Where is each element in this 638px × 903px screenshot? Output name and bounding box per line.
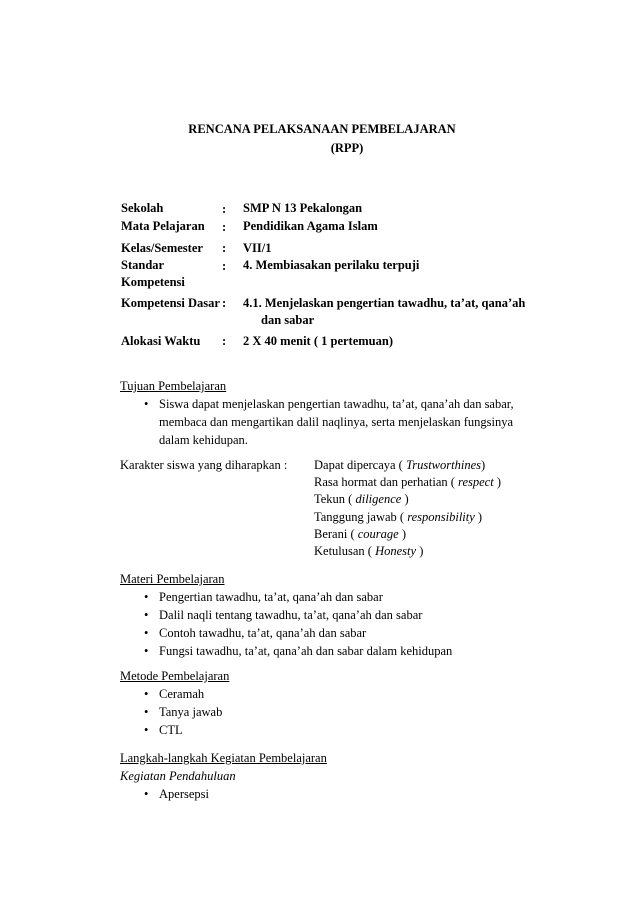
identity-label: Standar Kompetensi [121, 258, 185, 289]
identity-colon: : [222, 334, 227, 348]
list-item [120, 395, 540, 449]
bullet-icon: • [144, 687, 149, 701]
identity-label: Mata Pelajaran [121, 219, 205, 233]
karakter-term: diligence [355, 492, 402, 507]
identity-row-standar [121, 257, 533, 291]
identity-row-mapel [121, 218, 533, 236]
list-item [120, 685, 540, 703]
langkah-list [120, 785, 540, 803]
karakter-end: ) [493, 475, 501, 490]
karakter-term: respect [458, 475, 494, 490]
identity-value: VII/1 [243, 241, 272, 255]
karakter-end: ) [398, 526, 406, 541]
list-item-text: Ceramah [159, 687, 205, 701]
metode-section [120, 667, 540, 739]
identity-table [121, 200, 533, 350]
title-line-1: RENCANA PELAKSANAAN PEMBELAJARAN [188, 122, 456, 136]
list-item [120, 588, 540, 606]
karakter-term: courage [357, 526, 399, 541]
langkah-subheading [120, 767, 540, 785]
identity-colon: : [222, 202, 227, 216]
list-item-text: Dalil naqli tentang tawadhu, ta’at, qana’ah dan sabar [159, 608, 423, 622]
identity-value-line-1: 4.1. Menjelaskan pengertian tawadhu, ta’at, qana’ah [243, 296, 526, 310]
karakter-term: Honesty [375, 543, 417, 558]
karakter-item [314, 456, 544, 473]
identity-label: Kompetensi Dasar [121, 296, 220, 310]
bullet-icon: • [144, 723, 149, 737]
materi-section [120, 570, 540, 660]
karakter-end: ) [474, 509, 483, 524]
identity-value [243, 291, 533, 329]
identity-colon: : [222, 259, 227, 273]
karakter-end: ) [481, 458, 486, 472]
langkah-heading: Langkah-langkah Kegiatan Pembelajaran [120, 751, 327, 765]
identity-label: Alokasi Waktu [121, 334, 201, 348]
karakter-text: Berani ( [314, 526, 358, 541]
list-item-text: Contoh tawadhu, ta’at, qana’ah dan sabar [159, 626, 367, 640]
identity-colon: : [222, 241, 227, 255]
list-item-text: CTL [159, 723, 183, 737]
document-title [0, 120, 638, 158]
materi-list [120, 588, 540, 660]
list-item-text: Fungsi tawadhu, ta’at, qana’ah dan sabar dalam kehidupan [159, 644, 453, 658]
langkah-section [120, 749, 540, 803]
identity-label: Kelas/Semester [121, 241, 203, 255]
identity-value: 4. Membiasakan perilaku terpuji [243, 258, 420, 272]
karakter-item [314, 508, 544, 525]
bullet-icon: • [144, 608, 149, 622]
bullet-icon: • [144, 397, 149, 411]
identity-value: SMP N 13 Pekalongan [243, 201, 363, 215]
karakter-text: Tanggung jawab ( [314, 509, 408, 524]
karakter-term: responsibility [407, 509, 475, 524]
bullet-icon: • [144, 787, 149, 801]
identity-colon: : [222, 220, 227, 234]
karakter-item [314, 525, 544, 542]
list-item [120, 703, 540, 721]
bullet-icon: • [144, 644, 149, 658]
bullet-icon: • [144, 590, 149, 604]
list-item [120, 642, 540, 660]
tujuan-section [120, 377, 540, 449]
identity-row-sekolah [121, 200, 533, 218]
list-item-text: Siswa dapat menjelaskan pengertian tawadhu, ta’at, qana’ah dan sabar, membaca dan mengartikan dalil naqlinya, serta menjelaskan fungsinya dalam kehidupan. [159, 397, 514, 447]
tujuan-list [120, 395, 540, 449]
list-item-text: Pengertian tawadhu, ta’at, qana’ah dan sabar [159, 590, 383, 604]
karakter-item [314, 490, 544, 507]
karakter-text: Tekun ( [314, 492, 356, 507]
materi-heading: Materi Pembelajaran [120, 572, 225, 586]
list-item-text: Tanya jawab [159, 705, 223, 719]
identity-row-kd [121, 291, 533, 329]
identity-row-kelas [121, 236, 533, 257]
metode-heading: Metode Pembelajaran [120, 669, 230, 683]
karakter-end: ) [401, 492, 409, 507]
karakter-text: Ketulusan ( [314, 543, 376, 558]
karakter-list [314, 456, 544, 559]
karakter-end: ) [416, 543, 424, 558]
list-item-text: Apersepsi [159, 787, 209, 801]
karakter-text: Dapat dipercaya ( [314, 458, 406, 472]
list-item [120, 624, 540, 642]
list-item [120, 785, 540, 803]
title-line-2: (RPP) [330, 141, 364, 155]
identity-value: Pendidikan Agama Islam [243, 219, 378, 233]
identity-row-alokasi [121, 329, 533, 350]
list-item [120, 721, 540, 739]
bullet-icon: • [144, 705, 149, 719]
karakter-term: Trustworthines [405, 458, 481, 472]
identity-value: 2 X 40 menit ( 1 pertemuan) [243, 334, 393, 348]
karakter-label: Karakter siswa yang diharapkan : [120, 458, 288, 472]
langkah-subheading-text: Kegiatan Pendahuluan [120, 769, 236, 783]
identity-colon: : [222, 296, 227, 310]
identity-label: Sekolah [121, 201, 164, 215]
karakter-item [314, 542, 544, 559]
bullet-icon: • [144, 626, 149, 640]
identity-value-line-2: dan sabar [261, 313, 315, 327]
karakter-item [314, 473, 544, 490]
karakter-text: Rasa hormat dan perhatian ( [314, 475, 459, 490]
metode-list [120, 685, 540, 739]
list-item [120, 606, 540, 624]
tujuan-heading: Tujuan Pembelajaran [120, 379, 227, 393]
